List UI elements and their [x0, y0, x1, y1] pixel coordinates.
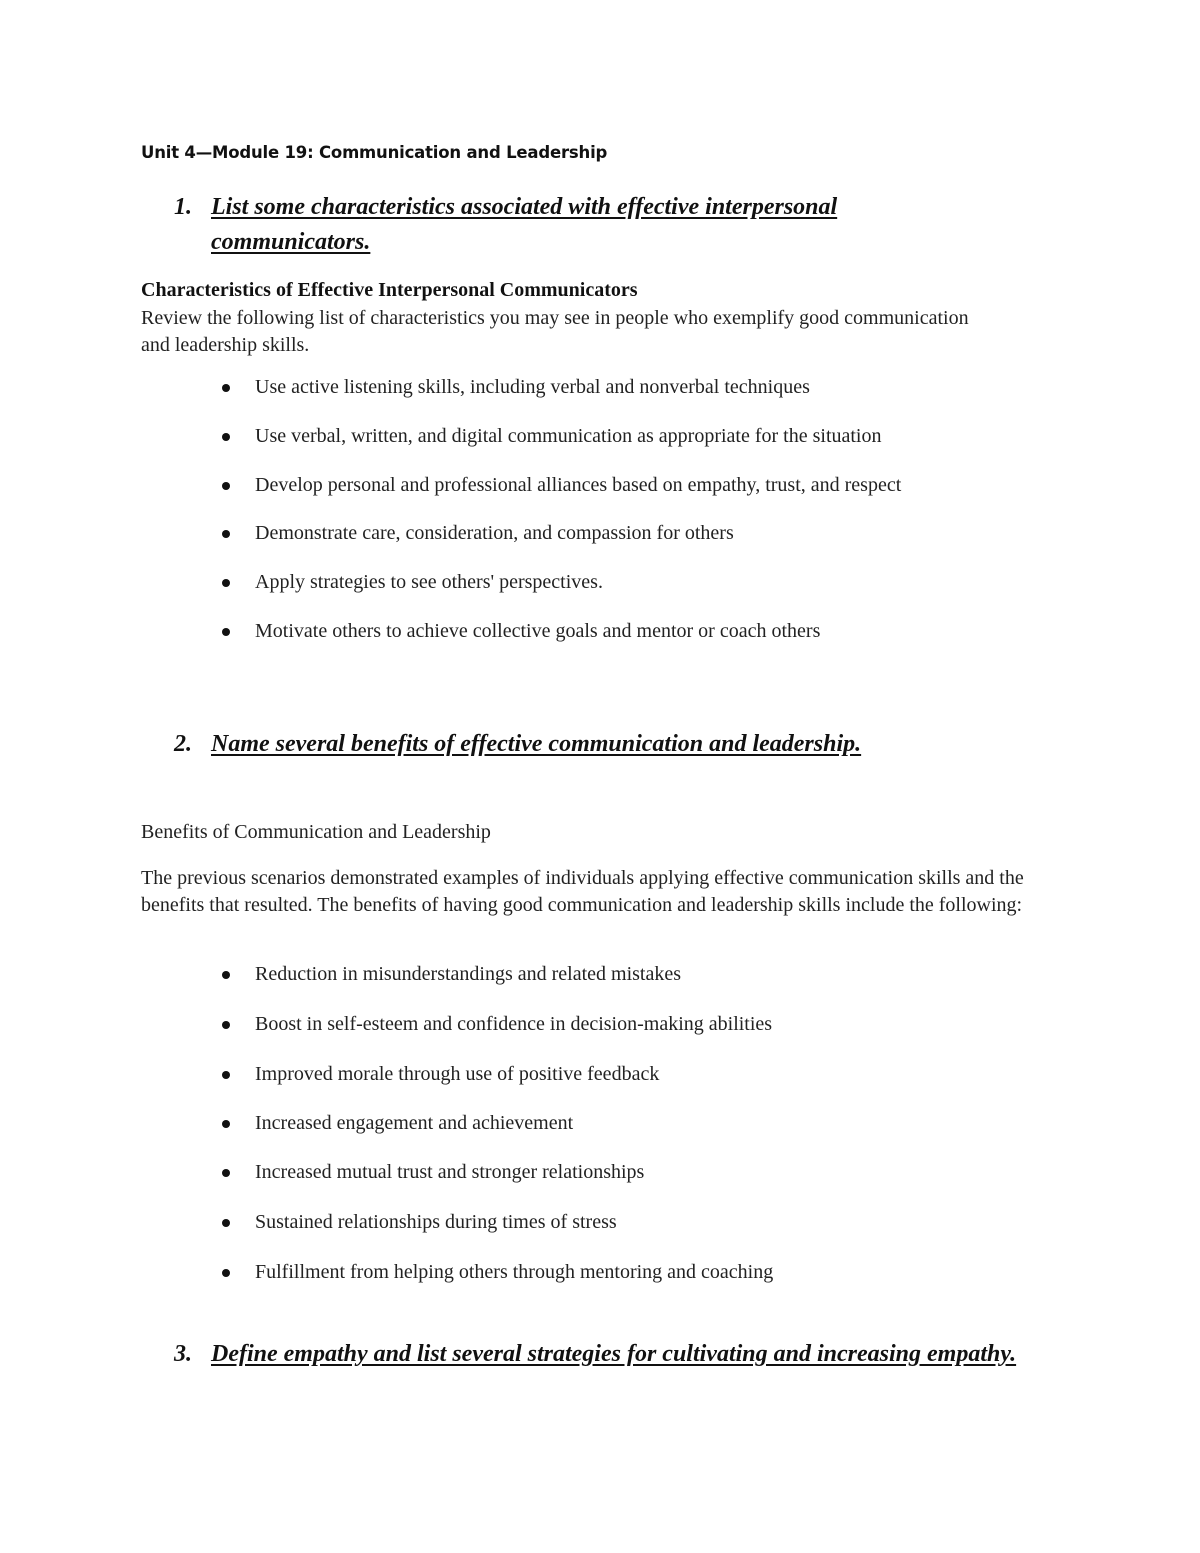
bullet-icon	[222, 1120, 230, 1128]
bullet-icon	[222, 384, 230, 392]
list-item: Motivate others to achieve collective goals and mentor or coach others	[0, 618, 995, 645]
benefits-list	[0, 961, 995, 1286]
list-item: Increased engagement and achievement	[0, 1110, 995, 1137]
list-item: Use verbal, written, and digital communication as appropriate for the situation	[0, 423, 995, 450]
question-3-text: Define empathy and list several strategies for cultivating and increasing empathy.	[211, 1341, 1017, 1367]
section-2-intro: The previous scenarios demonstrated examples of individuals applying effective communication skills and the benefits that resulted. The benefits of having good communication and leadership skills include the following:	[141, 867, 1024, 916]
question-3	[174, 1337, 1074, 1372]
bullet-icon	[222, 1071, 230, 1079]
question-1-number: 1.	[174, 194, 192, 220]
question-3-number: 3.	[174, 1341, 192, 1367]
list-item: Apply strategies to see others' perspectives.	[0, 569, 995, 596]
list-item: Use active listening skills, including verbal and nonverbal techniques	[0, 374, 995, 401]
bullet-icon	[222, 628, 230, 636]
section-1-intro: Review the following list of characteristics you may see in people who exemplify good communication and leadership skills.	[141, 307, 969, 356]
question-1-text: List some characteristics associated with effective interpersonal communicators.	[211, 194, 838, 255]
characteristics-list	[0, 374, 995, 645]
list-item: Sustained relationships during times of stress	[0, 1209, 995, 1236]
bullet-icon	[222, 1169, 230, 1177]
bullet-icon	[222, 579, 230, 587]
bullet-icon	[222, 433, 230, 441]
list-item: Reduction in misunderstandings and related mistakes	[0, 961, 995, 988]
bullet-icon	[222, 482, 230, 490]
section-1-heading: Characteristics of Effective Interpersonal Communicators	[141, 279, 638, 301]
bullet-icon	[222, 1021, 230, 1029]
bullet-icon	[222, 1269, 230, 1277]
list-item: Boost in self-esteem and confidence in decision-making abilities	[0, 1011, 995, 1038]
list-item: Fulfillment from helping others through mentoring and coaching	[0, 1259, 995, 1286]
bullet-icon	[222, 1219, 230, 1227]
unit-title: Unit 4—Module 19: Communication and Leadership	[141, 143, 608, 162]
question-2-text: Name several benefits of effective communication and leadership.	[211, 731, 862, 757]
list-item: Increased mutual trust and stronger relationships	[0, 1159, 995, 1186]
question-2	[174, 727, 1074, 762]
section-2-heading: Benefits of Communication and Leadership	[141, 821, 491, 843]
question-1	[174, 190, 1074, 260]
bullet-icon	[222, 971, 230, 979]
list-item: Develop personal and professional alliances based on empathy, trust, and respect	[0, 472, 955, 499]
list-item: Improved morale through use of positive feedback	[0, 1061, 995, 1088]
question-2-number: 2.	[174, 731, 192, 757]
bullet-icon	[222, 530, 230, 538]
list-item: Demonstrate care, consideration, and compassion for others	[0, 520, 995, 547]
